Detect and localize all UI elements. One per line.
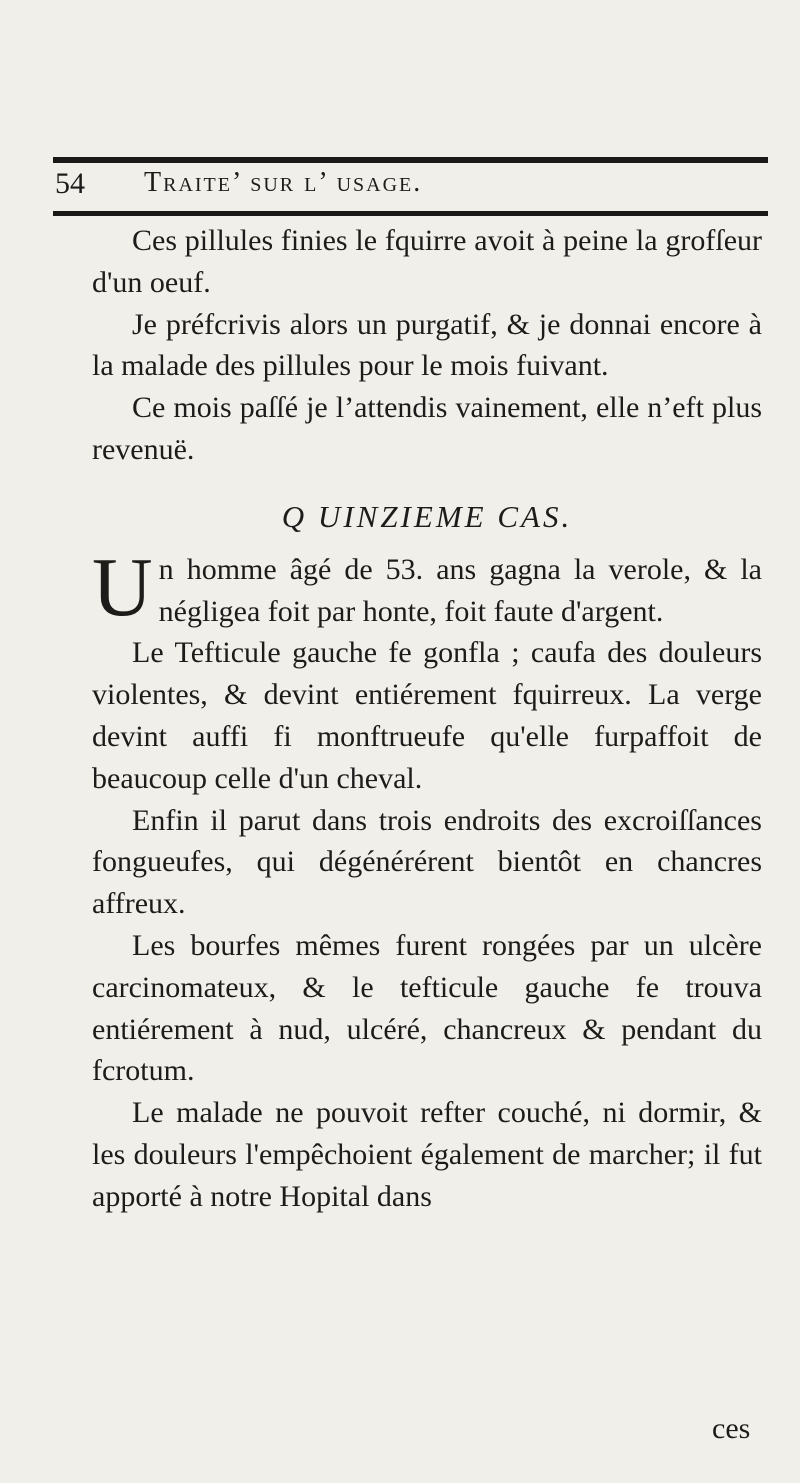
paragraph: Ce mois paſſé je l’attendis vainement, elle n’eft plus revenuë. — [92, 391, 762, 466]
header-rule-bottom — [53, 211, 768, 216]
paragraph: Les bourfes mêmes furent rongées par un ulcère carcinomateux, & le tefticule gauche fe trouva entiérement à nud, ulcéré, chancreux & pendant du fcrotum. — [92, 928, 762, 1088]
page-body — [92, 220, 762, 1218]
drop-cap: U — [92, 540, 153, 634]
page-header — [53, 162, 768, 210]
paragraph: Le Tefticule gauche fe gonfla ; caufa des douleurs violentes, & devint entiérement fquirreux. La verge devint auffi fi monftrueufe qu'elle furpaffoit de beaucoup celle d'un cheval. — [92, 636, 762, 795]
section-heading: Q UINZIEME CAS. — [281, 498, 573, 534]
paragraph: Je préfcrivis alors un purgatif, & je donnai encore à la malade des pillules pour le mois fuivant. — [92, 307, 762, 383]
paragraph: Ces pillules finies le fquirre avoit à peine la grofſeur d'un oeuf. — [92, 224, 762, 299]
catchword: ces — [712, 1412, 751, 1445]
paragraph: Le malade ne pouvoit refter couché, ni dormir, & les douleurs l'empêchoient également de marcher; il fut apporté à notre Hopital dans — [92, 1096, 762, 1213]
paragraph: Enfin il parut dans trois endroits des excroiſſances fongueufes, qui dégénérérent bientôt en chancres affreux. — [92, 803, 762, 921]
case-opening-text: n homme âgé de 53. ans gagna la verole, & la négligea foit par honte, foit faute d'argent. — [158, 552, 762, 628]
page-number: 54 — [55, 167, 85, 200]
running-title: Traite’ sur l’ usage. — [144, 167, 423, 198]
case-paragraph-first — [92, 540, 762, 634]
